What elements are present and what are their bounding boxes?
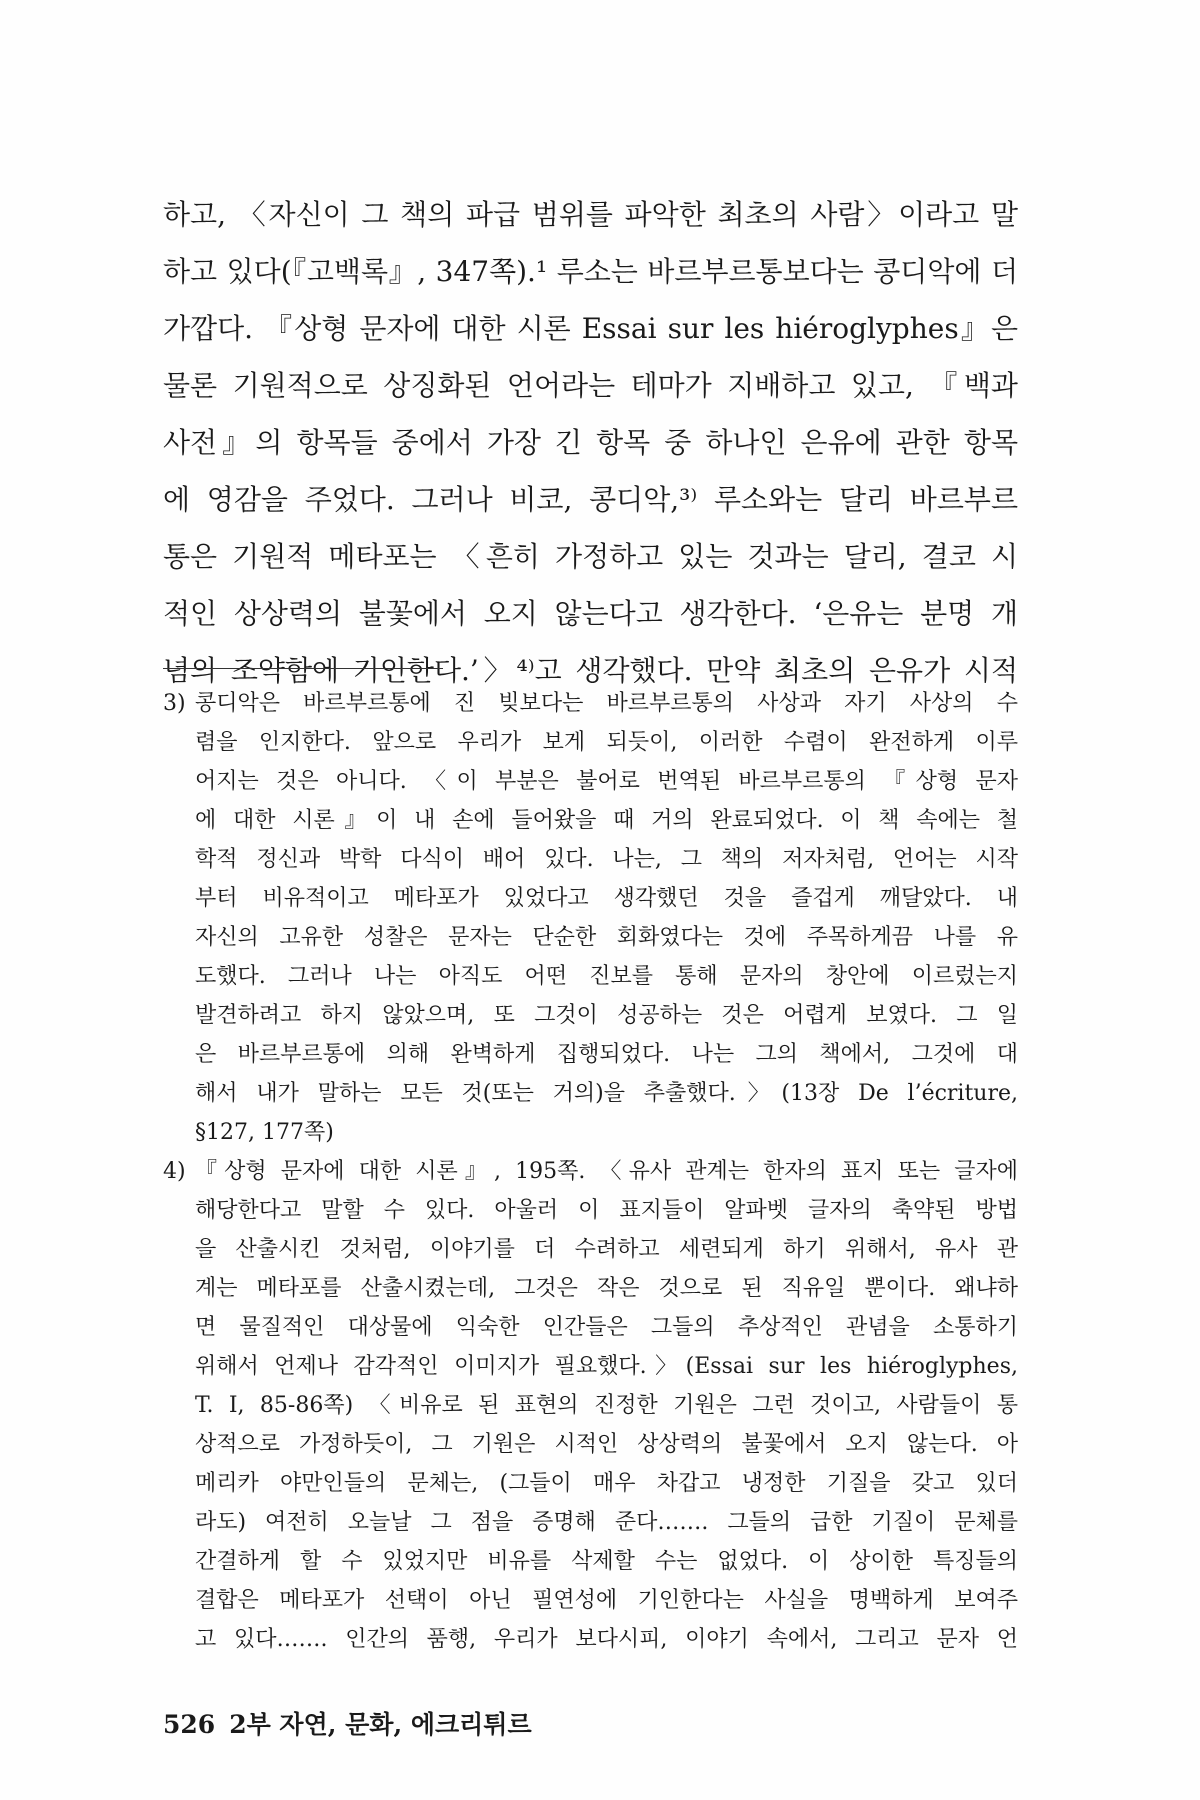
- footnote-line: §127, 177쪽): [195, 1120, 334, 1145]
- footnote-line: 에 대한 시론』이 내 손에 들어왔을 때 거의 완료되었다. 이 책 속에는 철: [195, 808, 1018, 833]
- main-text-line: 적인 상상력의 불꽃에서 오지 않는다고 생각한다. ‘은유는 분명 개: [163, 597, 1018, 630]
- footnote-line: 은 바르부르통에 의해 완벽하게 집행되었다. 나는 그의 책에서, 그것에 대: [195, 1042, 1018, 1067]
- footnote-line: 콩디악은 바르부르통에 진 빚보다는 바르부르통의 사상과 자기 사상의 수: [195, 691, 1018, 716]
- footnotes-block: [163, 684, 1018, 1659]
- footnote-line: 간결하게 할 수 있었지만 비유를 삭제할 수는 없었다. 이 상이한 특징들의: [195, 1549, 1018, 1574]
- footnote-3: [163, 684, 1018, 1152]
- footnote-line: 해당한다고 말할 수 있다. 아울러 이 표지들이 알파벳 글자의 축약된 방법: [195, 1198, 1018, 1223]
- footnote-line: 발견하려고 하지 않았으며, 또 그것이 성공하는 것은 어렵게 보였다. 그 일: [195, 1003, 1018, 1028]
- footnote-line: 부터 비유적이고 메타포가 있었다고 생각했던 것을 즐겁게 깨달았다. 내: [195, 886, 1018, 911]
- running-section-title: 2부 자연, 문화, 에크리튀르: [229, 1710, 532, 1739]
- footnote-line: 『상형 문자에 대한 시론』, 195쪽. 〈유사 관계는 한자의 표지 또는 글자에: [195, 1159, 1018, 1184]
- footnote-line: 메리카 야만인들의 문체는, (그들이 매우 차갑고 냉정한 기질을 갖고 있더: [195, 1471, 1018, 1496]
- page-footer: [163, 1705, 546, 1741]
- footnote-line: 결합은 메타포가 선택이 아닌 필연성에 기인한다는 사실을 명백하게 보여주: [195, 1588, 1018, 1613]
- footnote-marker: 4): [163, 1159, 186, 1184]
- footnote-line: 자신의 고유한 성찰은 문자는 단순한 회화였다는 것에 주목하게끔 나를 유: [195, 925, 1018, 950]
- footnote-divider: [163, 668, 443, 669]
- footnote-marker: 3): [163, 691, 186, 716]
- main-text-block: [163, 186, 1018, 699]
- main-text-line: 사전』의 항목들 중에서 가장 긴 항목 중 하나인 은유에 관한 항목: [163, 426, 1018, 459]
- main-text-line: 물론 기원적으로 상징화된 언어라는 테마가 지배하고 있고, 『백과: [163, 369, 1018, 402]
- footnote-line: 렴을 인지한다. 앞으로 우리가 보게 되듯이, 이러한 수렴이 완전하게 이루: [195, 730, 1018, 755]
- footnote-line: 면 물질적인 대상물에 익숙한 인간들은 그들의 추상적인 관념을 소통하기: [195, 1315, 1018, 1340]
- footnote-line: T. I, 85-86쪽) 〈비유로 된 표현의 진정한 기원은 그런 것이고, 사람들이 통: [195, 1393, 1018, 1418]
- main-text-line: 에 영감을 주었다. 그러나 비코, 콩디악,³⁾ 루소와는 달리 바르부르: [163, 483, 1018, 516]
- footnote-line: 해서 내가 말하는 모든 것(또는 거의)을 추출했다.〉(13장 De l’écriture,: [195, 1081, 1018, 1106]
- main-text-line: 가깝다. 『상형 문자에 대한 시론 Essai sur les hiéroglyphes』은: [163, 312, 1018, 345]
- footnote-4: [163, 1152, 1018, 1659]
- footnote-line: 상적으로 가정하듯이, 그 기원은 시적인 상상력의 불꽃에서 오지 않는다. 아: [195, 1432, 1018, 1457]
- footnote-line: 을 산출시킨 것처럼, 이야기를 더 수려하고 세련되게 하기 위해서, 유사 관: [195, 1237, 1018, 1262]
- footnote-line: 계는 메타포를 산출시켰는데, 그것은 작은 것으로 된 직유일 뿐이다. 왜냐하: [195, 1276, 1018, 1301]
- main-text-line: 하고 있다(『고백록』, 347쪽).¹ 루소는 바르부르통보다는 콩디악에 더: [163, 255, 1018, 288]
- footnote-line: 어지는 것은 아니다. 〈이 부분은 불어로 번역된 바르부르통의 『상형 문자: [195, 769, 1018, 794]
- footnote-line: 학적 정신과 박학 다식이 배어 있다. 나는, 그 책의 저자처럼, 언어는 시작: [195, 847, 1018, 872]
- main-text-line: 통은 기원적 메타포는 〈흔히 가정하고 있는 것과는 달리, 결코 시: [163, 540, 1018, 573]
- footnote-line: 도했다. 그러나 나는 아직도 어떤 진보를 통해 문자의 창안에 이르렀는지: [195, 964, 1018, 989]
- main-text-line: 하고, 〈자신이 그 책의 파급 범위를 파악한 최초의 사람〉이라고 말: [163, 198, 1018, 231]
- main-text-line: 념의 조약함에 기인한다.’〉⁴⁾고 생각했다. 만약 최초의 은유가 시적: [163, 654, 1018, 687]
- footnote-line: 라도) 여전히 오늘날 그 점을 증명해 준다……. 그들의 급한 기질이 문체를: [195, 1510, 1018, 1535]
- footnote-line: 위해서 언제나 감각적인 이미지가 필요했다.〉(Essai sur les hiéroglyphes,: [195, 1354, 1018, 1379]
- footnote-line: 고 있다……. 인간의 품행, 우리가 보다시피, 이야기 속에서, 그리고 문자 언: [195, 1627, 1018, 1652]
- page-number: 526: [163, 1710, 216, 1739]
